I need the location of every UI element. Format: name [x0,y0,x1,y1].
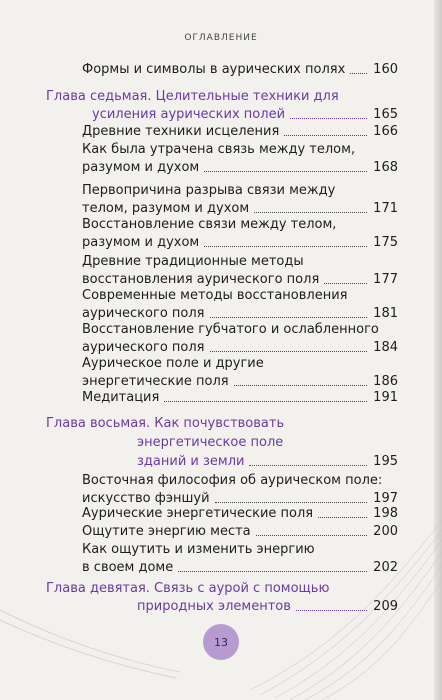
toc-entry-line: Как ощутить и изменить энергию [82,542,315,557]
page-number: 171 [373,201,398,216]
toc-entry-line: в своем доме [82,560,174,575]
dot-leader [256,535,367,536]
chapter-title-line: энергетическое поле [137,435,284,450]
dot-leader [204,171,367,172]
chapter-title-line: Глава восьмая. Как почувствовать [46,416,285,431]
toc-entry-line: Формы и символы в аурических полях [82,62,346,77]
page-number: 181 [373,306,398,321]
chapter-title-line: Глава седьмая. Целительные техники для [46,89,339,104]
toc-entry-line: Ощутите энергию места [82,524,251,539]
page-number: 197 [373,491,398,506]
toc-entry-line: аурического поля [82,340,205,355]
page-number: 209 [373,599,398,614]
dot-leader [296,610,367,611]
toc-entry-line: Медитация [82,390,160,405]
toc-entry-line: телом, разумом и духом [82,201,250,216]
dot-leader [204,246,367,247]
page-number: 198 [373,506,398,521]
toc-entry-line: восстановления аурического поля [82,272,320,287]
toc-entry-line: Современные методы восстановления [82,288,348,303]
page-number: 177 [373,272,398,287]
toc-entry-line: Первопричина разрыва связи между [82,183,336,198]
dot-leader [249,465,367,466]
dot-leader [178,571,367,572]
page-number: 165 [373,107,398,122]
toc-entry-line: Как была утрачена связь между телом, [82,142,356,157]
toc-entry-line: разумом и духом [82,160,200,175]
dot-leader [210,317,368,318]
dot-leader [284,135,367,136]
toc-entry-line: Восстановление связи между телом, [82,217,337,232]
dot-leader [215,502,367,503]
page-number: 166 [373,124,398,139]
toc-entry-line: Древние традиционные методы [82,254,304,269]
page-number: 202 [373,560,398,575]
toc-entry-line: разумом и духом [82,235,200,250]
dot-leader [318,517,367,518]
toc-entry-line: Восточная философия об аурическом поле: [82,473,383,488]
page-number: 186 [373,374,398,389]
dot-leader [234,385,367,386]
toc-entry-line: Аурическое поле и другие [82,356,264,371]
chapter-title-line: зданий и земли [137,454,245,469]
page-number-badge: 13 [203,624,239,660]
dot-leader [324,283,367,284]
dot-leader [210,351,368,352]
chapter-title-line: природных элементов [137,599,291,614]
dot-leader [350,73,367,74]
toc-entry-line: Аурические энергетические поля [82,506,314,521]
page-number: 160 [373,62,398,77]
page-number: 195 [373,454,398,469]
toc-entry-line: энергетические поля [82,374,229,389]
toc-entry-line: искусство фэншуй [82,491,210,506]
chapter-title-line: Глава девятая. Связь с аурой с помощью [46,581,330,596]
toc-entry-line: аурического поля [82,306,205,321]
page-number: 168 [373,160,398,175]
page-number: 191 [373,390,398,405]
dot-leader [290,118,367,119]
chapter-title-line: усиления аурических полей [92,107,286,122]
toc-entry-line: Восстановление губчатого и ослабленного [82,322,379,337]
page-number: 200 [373,524,398,539]
dot-leader [254,212,367,213]
page-number: 184 [373,340,398,355]
dot-leader [164,401,367,402]
toc-entry-line: Древние техники исцеления [82,124,280,139]
page-header: ОГЛАВЛЕНИЕ [184,33,258,43]
page-number: 175 [373,235,398,250]
